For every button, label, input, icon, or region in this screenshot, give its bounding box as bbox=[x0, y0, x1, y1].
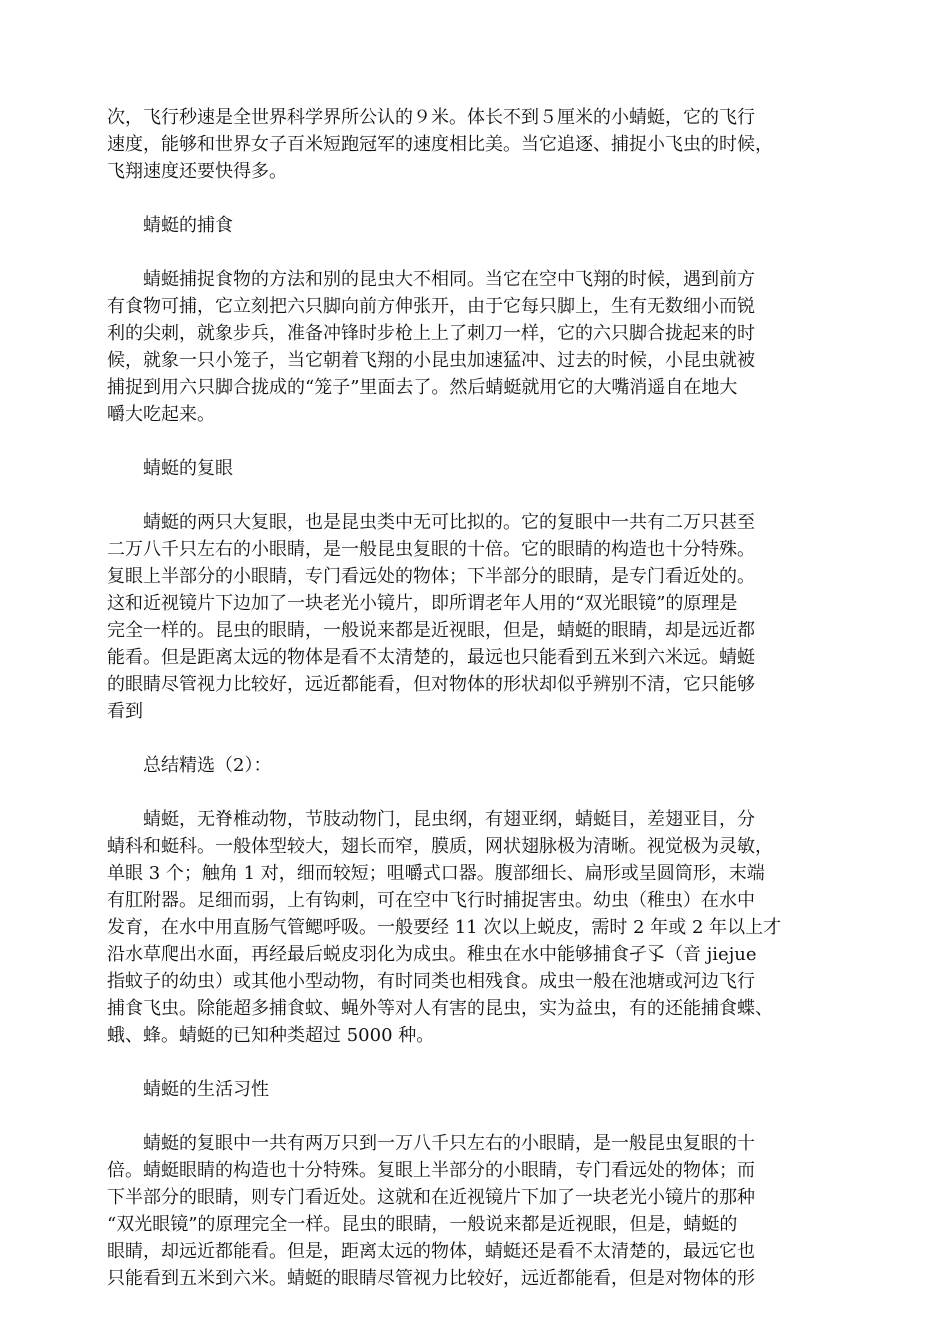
section-heading-summary: 总结精选（2）： bbox=[143, 755, 272, 776]
text-line: 蛾、蜂。蜻蜓的已知种类超过 5000 种。 bbox=[107, 1025, 435, 1046]
paragraph-flight-speed bbox=[107, 104, 847, 185]
text-line: 利的尖刺，就象步兵，准备冲锋时步枪上上了刺刀一样，它的六只脚合拢起来的时 bbox=[107, 323, 755, 344]
text-line: 发育，在水中用直肠气管鳃呼吸。一般要经 11 次以上蜕皮，需时 2 年或 2 年以上才 bbox=[107, 917, 782, 938]
section-heading-habits: 蜻蜓的生活习性 bbox=[143, 1079, 269, 1100]
text-line: 只能看到五米到六米。蜻蜓的眼睛尽管视力比较好，远近都能看，但是对物体的形 bbox=[107, 1268, 755, 1289]
text-line: 这和近视镜片下边加了一块老光小镜片，即所谓老年人用的“双光眼镜”的原理是 bbox=[107, 593, 738, 614]
paragraph-summary bbox=[107, 806, 847, 1049]
text-line: 嚼大吃起来。 bbox=[107, 404, 215, 425]
text-line: 完全一样的。昆虫的眼睛，一般说来都是近视眼，但是，蜻蜓的眼睛，却是远近都 bbox=[107, 620, 755, 641]
text-line: 二万八千只左右的小眼睛，是一般昆虫复眼的十倍。它的眼睛的构造也十分特殊。 bbox=[107, 539, 755, 560]
text-line: 复眼上半部分的小眼睛，专门看远处的物体；下半部分的眼睛，是专门看近处的。 bbox=[107, 566, 755, 587]
text-line: 速度，能够和世界女子百米短跑冠军的速度相比美。当它追逐、捕捉小飞虫的时候， bbox=[107, 134, 773, 155]
paragraph-predation bbox=[107, 266, 847, 428]
text-line: 次，飞行秒速是全世界科学界所公认的９米。体长不到５厘米的小蜻蜓，它的飞行 bbox=[107, 107, 755, 128]
text-line: 指蚊子的幼虫）或其他小型动物，有时同类也相残食。成虫一般在池塘或河边飞行 bbox=[107, 971, 755, 992]
text-line: 下半部分的眼睛，则专门看近处。这就和在近视镜片下加了一块老光小镜片的那种 bbox=[107, 1187, 755, 1208]
text-line: 蜻蜓的复眼中一共有两万只到一万八千只左右的小眼睛，是一般昆虫复眼的十 bbox=[143, 1133, 755, 1154]
text-line: 蜻蜓捕捉食物的方法和别的昆虫大不相同。当它在空中飞翔的时候，遇到前方 bbox=[143, 269, 755, 290]
text-line: 蜻科和蜓科。一般体型较大，翅长而窄，膜质，网状翅脉极为清晰。视觉极为灵敏， bbox=[107, 836, 773, 857]
text-line: 单眼 3 个；触角 1 对，细而较短；咀嚼式口器。腹部细长、扁形或呈圆筒形，末端 bbox=[107, 863, 765, 884]
text-line: 有食物可捕，它立刻把六只脚向前方伸张开，由于它每只脚上，生有无数细小而锐 bbox=[107, 296, 755, 317]
text-line: 能看。但是距离太远的物体是看不太清楚的，最远也只能看到五米到六米远。蜻蜓 bbox=[107, 647, 755, 668]
section-heading-predation: 蜻蜓的捕食 bbox=[143, 215, 233, 236]
text-line: 看到 bbox=[107, 701, 143, 722]
section-heading-compound-eyes: 蜻蜓的复眼 bbox=[143, 458, 233, 479]
paragraph-habits bbox=[107, 1130, 847, 1292]
text-line: 沿水草爬出水面，再经最后蜕皮羽化为成虫。稚虫在水中能够捕食孑孓（音 jiejue bbox=[107, 944, 757, 965]
text-line: 飞翔速度还要快得多。 bbox=[107, 161, 287, 182]
text-line: 捕食飞虫。除能超多捕食蚊、蝇外等对人有害的昆虫，实为益虫，有的还能捕食蝶、 bbox=[107, 998, 773, 1019]
text-line: 眼睛，却远近都能看。但是，距离太远的物体，蜻蜓还是看不太清楚的，最远它也 bbox=[107, 1241, 755, 1262]
document-page bbox=[107, 104, 847, 1319]
text-line: “双光眼镜”的原理完全一样。昆虫的眼睛，一般说来都是近视眼，但是，蜻蜓的 bbox=[107, 1214, 738, 1235]
text-line: 有肛附器。足细而弱，上有钩刺，可在空中飞行时捕捉害虫。幼虫（稚虫）在水中 bbox=[107, 890, 755, 911]
text-line: 倍。蜻蜓眼睛的构造也十分特殊。复眼上半部分的小眼睛，专门看远处的物体；而 bbox=[107, 1160, 755, 1181]
paragraph-compound-eyes bbox=[107, 509, 847, 725]
text-line: 候，就象一只小笼子，当它朝着飞翔的小昆虫加速猛冲、过去的时候，小昆虫就被 bbox=[107, 350, 755, 371]
text-line: 蜻蜓，无脊椎动物，节肢动物门，昆虫纲，有翅亚纲，蜻蜓目，差翅亚目，分 bbox=[143, 809, 755, 830]
text-line: 的眼睛尽管视力比较好，远近都能看，但对物体的形状却似乎辨别不清，它只能够 bbox=[107, 674, 755, 695]
text-line: 捕捉到用六只脚合拢成的“笼子”里面去了。然后蜻蜓就用它的大嘴消遥自在地大 bbox=[107, 377, 738, 398]
text-line: 蜻蜓的两只大复眼，也是昆虫类中无可比拟的。它的复眼中一共有二万只甚至 bbox=[143, 512, 755, 533]
